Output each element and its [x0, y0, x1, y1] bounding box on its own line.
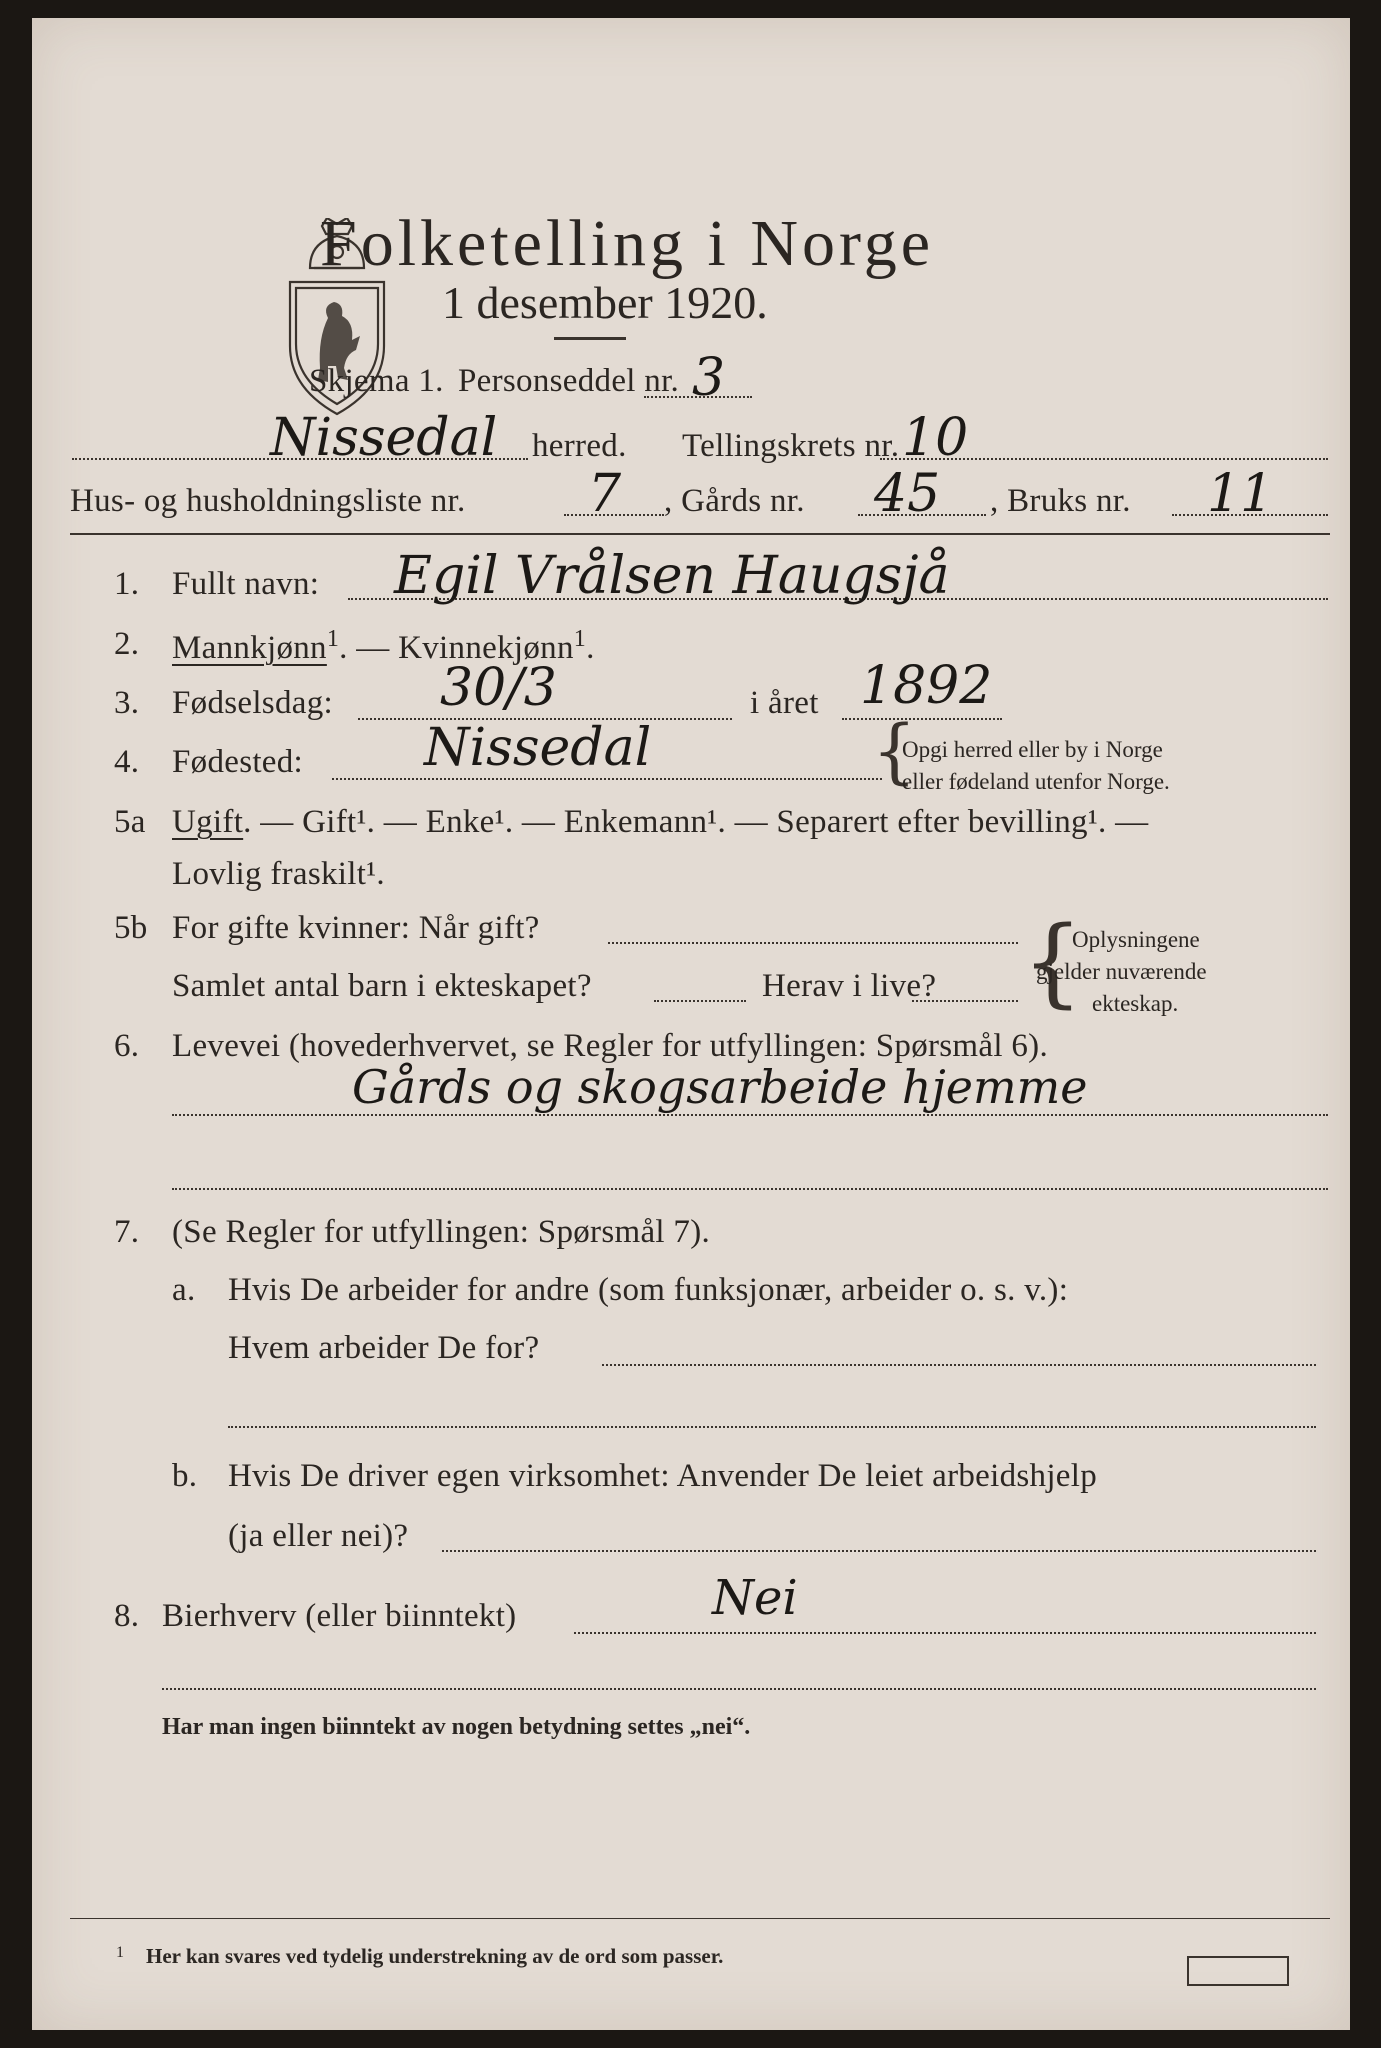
tellingskrets-label: Tellingskrets nr. [682, 428, 900, 464]
bruks-value: 11 [1207, 464, 1274, 524]
printer-stamp [1187, 1956, 1289, 1986]
q5b-married-line [608, 942, 1018, 944]
footer-rule [70, 1918, 1330, 1919]
q3-year-line [842, 718, 1002, 720]
tellingskrets-value: 10 [902, 408, 969, 468]
q5b-brace: { [1022, 906, 1084, 1018]
herred-value: Nissedal [270, 408, 498, 468]
gards-value: 45 [874, 464, 941, 524]
q8-line-2 [162, 1688, 1316, 1690]
header-rule [70, 533, 1330, 535]
personseddel-value: 3 [692, 348, 726, 408]
q8-number: 8. [114, 1598, 140, 1634]
footnote-text: Her kan svares ved tydelig understrekning av de ord som passer. [146, 1944, 724, 1968]
q7a-letter: a. [172, 1272, 196, 1308]
bruks-label: , Bruks nr. [990, 483, 1131, 519]
q5a-text: Ugift. — Gift¹. — Enke¹. — Enkemann¹. — Separert efter bevilling¹. — [172, 804, 1149, 840]
q4-note-1: Opgi herred eller by i Norge [902, 737, 1163, 762]
footer-note: Har man ingen biinntekt av nogen betydning settes „nei“. [162, 1714, 751, 1740]
q2-text: Mannkjønn$^1$. — Kvinnekjønn$^1$. [172, 626, 595, 666]
husliste-label: Hus- og husholdningsliste nr. [70, 483, 466, 519]
skjema-label: Skjema 1. [309, 363, 444, 399]
q5b-number: 5b [114, 910, 148, 946]
q2-male: Mannkjønn [172, 630, 327, 666]
footnote-mark: 1 [116, 1944, 124, 1961]
q5b-note-3: ekteskap. [1092, 991, 1179, 1016]
q3-year-label: i året [750, 685, 819, 721]
q6-value: Gårds og skogsarbeide hjemme [352, 1060, 1088, 1114]
q5a-line2: Lovlig fraskilt¹. [172, 856, 385, 892]
gards-label: , Gårds nr. [664, 483, 805, 519]
q8-line [574, 1632, 1316, 1634]
q1-value: Egil Vrålsen Haugsjå [394, 546, 950, 606]
q1-number: 1. [114, 566, 140, 602]
q4-number: 4. [114, 744, 140, 780]
q3-day-value: 30/3 [440, 658, 557, 718]
q2-number: 2. [114, 626, 140, 662]
q7a-answer-line [602, 1364, 1316, 1366]
husliste-value: 7 [588, 464, 622, 524]
q7b-line-2: (ja eller nei)? [228, 1518, 409, 1554]
title-divider [554, 337, 626, 340]
q5b-note-1: Oplysningene [1072, 927, 1200, 952]
q4-label: Fødested: [172, 744, 304, 780]
q7b-letter: b. [172, 1458, 198, 1494]
q5b-note-2: gjelder nuværende [1036, 959, 1207, 984]
q5a-number: 5a [114, 804, 146, 840]
q6-line-2 [172, 1188, 1328, 1190]
q5b-alive-line [912, 1000, 1018, 1002]
q3-number: 3. [114, 685, 140, 721]
q1-label: Fullt navn: [172, 566, 320, 602]
q4-note-2: eller fødeland utenfor Norge. [902, 769, 1170, 794]
q7b-line-1: Hvis De driver egen virksomhet: Anvender De leiet arbeidshjelp [228, 1458, 1098, 1494]
q7a-line-1: Hvis De arbeider for andre (som funksjonær, arbeider o. s. v.): [228, 1272, 1069, 1308]
q5b-children-line [654, 1000, 746, 1002]
q2-female: Kvinnekjønn [398, 630, 574, 666]
q6-line-1 [172, 1114, 1328, 1116]
q5a-ugift: Ugift [172, 804, 244, 840]
q7-label: (Se Regler for utfyllingen: Spørsmål 7). [172, 1214, 711, 1250]
q4-value: Nissedal [424, 718, 652, 778]
q5b-label-1: For gifte kvinner: Når gift? [172, 910, 540, 946]
census-form [32, 18, 1350, 2030]
personseddel-label: Personseddel nr. [458, 363, 680, 399]
q5b-label-3: Herav i live? [762, 968, 937, 1004]
q7b-answer-line [442, 1550, 1316, 1552]
q6-label: Levevei (hovederhvervet, se Regler for utfyllingen: Spørsmål 6). [172, 1028, 1049, 1064]
form-date: 1 desember 1920. [442, 277, 768, 328]
form-title: Folketelling i Norge [320, 207, 935, 280]
q4-brace: { [872, 710, 917, 792]
q4-line [332, 778, 882, 780]
herred-label: herred. [532, 428, 627, 464]
q7a-line-2: Hvem arbeider De for? [228, 1330, 540, 1366]
q3-label: Fødselsdag: [172, 685, 333, 721]
q5b-label-2: Samlet antal barn i ekteskapet? [172, 968, 592, 1004]
q3-year-value: 1892 [860, 656, 993, 716]
q8-value: Nei [712, 1570, 798, 1626]
q7-number: 7. [114, 1214, 140, 1250]
q7a-answer-line-2 [228, 1426, 1316, 1428]
q6-number: 6. [114, 1028, 140, 1064]
q8-label: Bierhverv (eller biinntekt) [162, 1598, 517, 1634]
